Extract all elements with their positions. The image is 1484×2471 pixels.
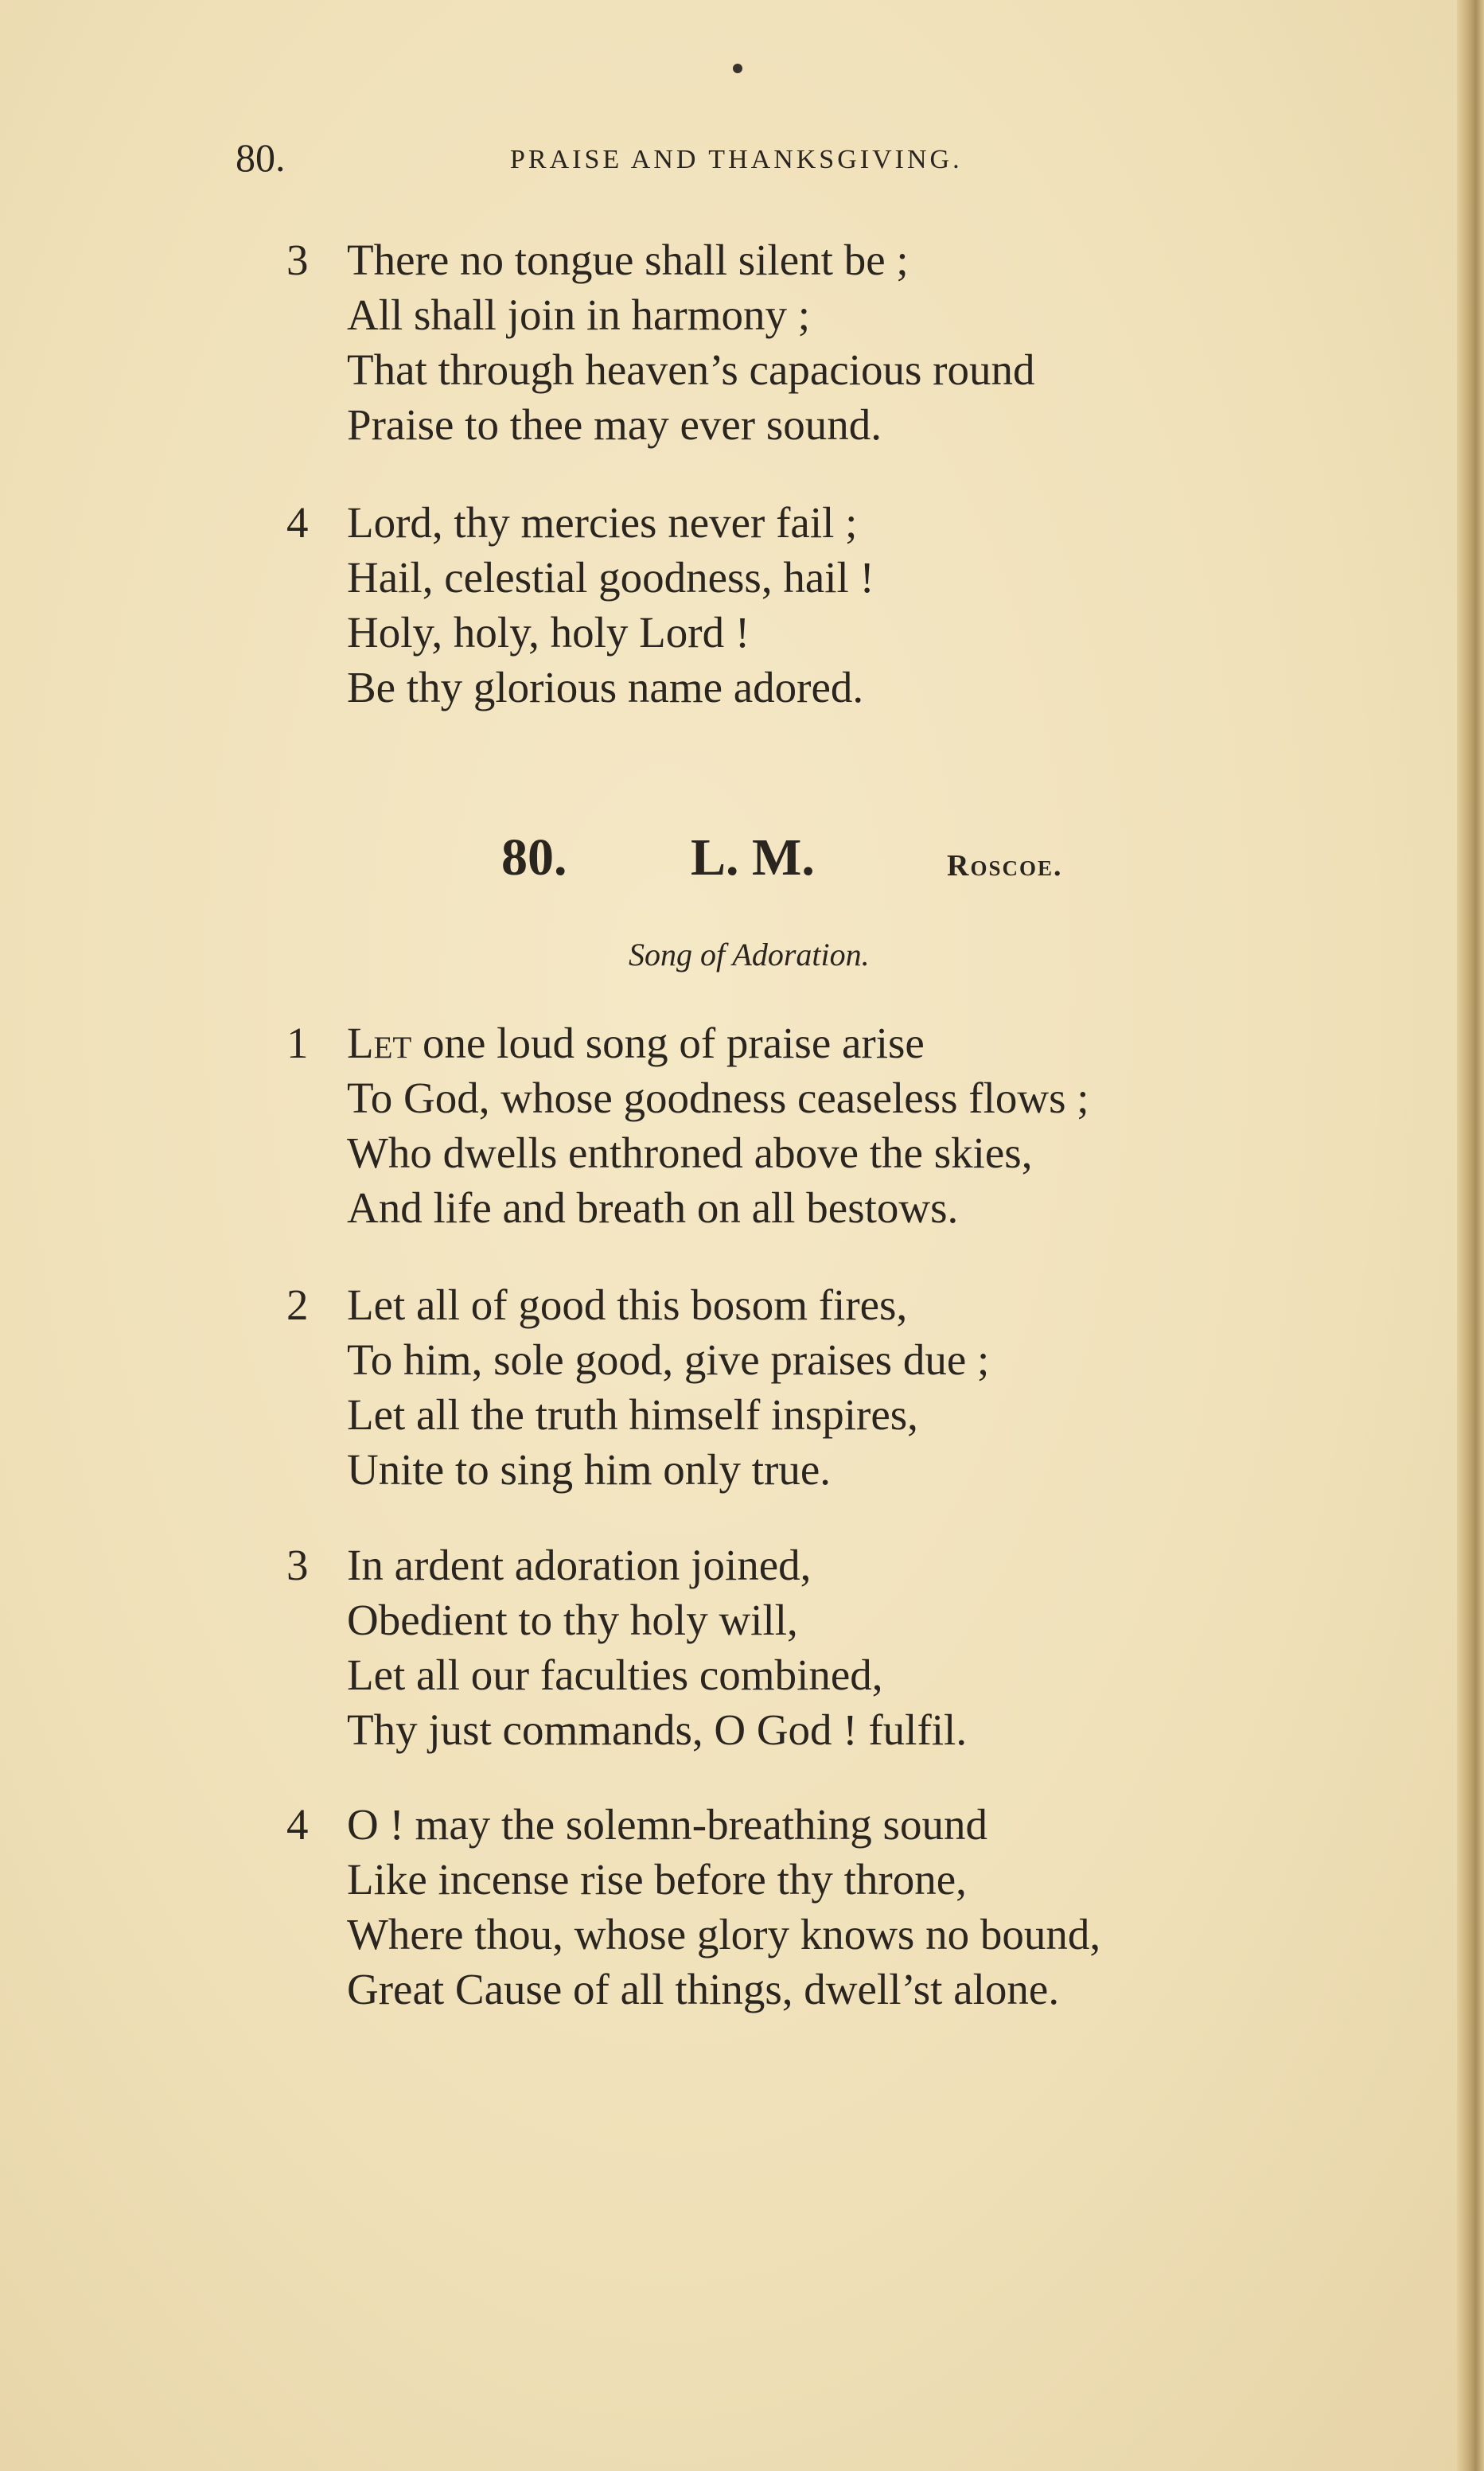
verse-line: Obedient to thy holy will, xyxy=(347,1596,798,1644)
verse-line-rest: one loud song of praise arise xyxy=(423,1019,925,1067)
stanza-line xyxy=(286,1538,1321,1592)
stanza-line xyxy=(286,1277,1321,1332)
verse-line: Thy just commands, O God ! fulfil. xyxy=(347,1705,968,1754)
hymn-author: Roscoe. xyxy=(947,849,1063,883)
stanza-line xyxy=(286,605,1321,660)
verse-line: Hail, celestial goodness, hail ! xyxy=(347,553,874,602)
stanza-line xyxy=(286,1592,1321,1647)
stanza-line xyxy=(286,1180,1321,1235)
verse-line: Let all our faculties combined, xyxy=(347,1651,883,1699)
stanza-line xyxy=(286,1070,1321,1125)
verse-line: Great Cause of all things, dwell’st alone. xyxy=(347,1965,1060,2013)
verse-line: Where thou, whose glory knows no bound, xyxy=(347,1910,1101,1958)
verse-line: To God, whose goodness ceaseless flows ; xyxy=(347,1074,1089,1122)
verse-line xyxy=(347,1015,925,1070)
verse-line: O ! may the solemn-breathing sound xyxy=(347,1800,987,1849)
first-word: Let xyxy=(347,1019,412,1067)
stanza-line xyxy=(286,1647,1321,1702)
stanza-number: 4 xyxy=(286,1800,309,1849)
stanza-line xyxy=(286,1702,1321,1757)
verse-line: Unite to sing him only true. xyxy=(347,1445,832,1494)
hymn-stanza-1 xyxy=(286,1015,1321,1235)
verse-line: Lord, thy mercies never fail ; xyxy=(347,498,858,547)
stanza-number: 1 xyxy=(286,1019,309,1067)
verse-line: Like incense rise before thy throne, xyxy=(347,1855,967,1904)
stanza-line xyxy=(286,495,1321,550)
stanza-line xyxy=(286,1852,1321,1907)
hymn-heading xyxy=(501,826,1138,890)
verse-line: In ardent adoration joined, xyxy=(347,1541,812,1589)
hymn-meter: L. M. xyxy=(691,828,815,887)
continued-stanza-3 xyxy=(286,232,1321,452)
running-head: PRAISE AND THANKSGIVING. xyxy=(510,145,963,174)
verse-line: Who dwells enthroned above the skies, xyxy=(347,1128,1033,1177)
stanza-line xyxy=(286,287,1321,342)
stanza-line xyxy=(286,232,1321,287)
stanza-line xyxy=(286,1442,1321,1497)
verse-line: And life and breath on all bestows. xyxy=(347,1183,959,1232)
stanza-line xyxy=(286,1387,1321,1442)
stanza-line xyxy=(286,1125,1321,1180)
stanza-line xyxy=(286,342,1321,397)
verse-line: Holy, holy, holy Lord ! xyxy=(347,608,750,657)
verse-line: Praise to thee may ever sound. xyxy=(347,400,882,449)
stanza-line xyxy=(286,1332,1321,1387)
verse-line: There no tongue shall silent be ; xyxy=(347,236,909,284)
verse-line: All shall join in harmony ; xyxy=(347,290,811,339)
hymn-stanza-2 xyxy=(286,1277,1321,1497)
verse-line: To him, sole good, give praises due ; xyxy=(347,1335,990,1384)
stanza-line xyxy=(286,397,1321,452)
stanza-line xyxy=(286,1907,1321,1962)
stanza-number: 3 xyxy=(286,236,309,284)
stanza-number: 3 xyxy=(286,1541,309,1589)
hymn-number: 80. xyxy=(501,828,567,887)
hymn-stanza-4 xyxy=(286,1797,1321,2017)
page-header xyxy=(236,134,1127,181)
stanza-number: 2 xyxy=(286,1280,309,1329)
page-edge xyxy=(1457,0,1484,2471)
page-number: 80. xyxy=(236,135,286,180)
stanza-line xyxy=(286,660,1321,715)
stanza-line xyxy=(286,1962,1321,2017)
stanza-line xyxy=(286,1015,1321,1070)
verse-line: Let all the truth himself inspires, xyxy=(347,1390,918,1439)
continued-stanza-4 xyxy=(286,495,1321,715)
ornament-dot xyxy=(733,64,742,73)
verse-line: Let all of good this bosom fires, xyxy=(347,1280,908,1329)
stanza-line xyxy=(286,1797,1321,1852)
hymn-subtitle: Song of Adoration. xyxy=(629,937,870,972)
verse-line: That through heaven’s capacious round xyxy=(347,345,1035,394)
verse-line: Be thy glorious name adored. xyxy=(347,663,864,711)
stanza-number: 4 xyxy=(286,498,309,547)
hymn-stanza-3 xyxy=(286,1538,1321,1757)
stanza-line xyxy=(286,550,1321,605)
